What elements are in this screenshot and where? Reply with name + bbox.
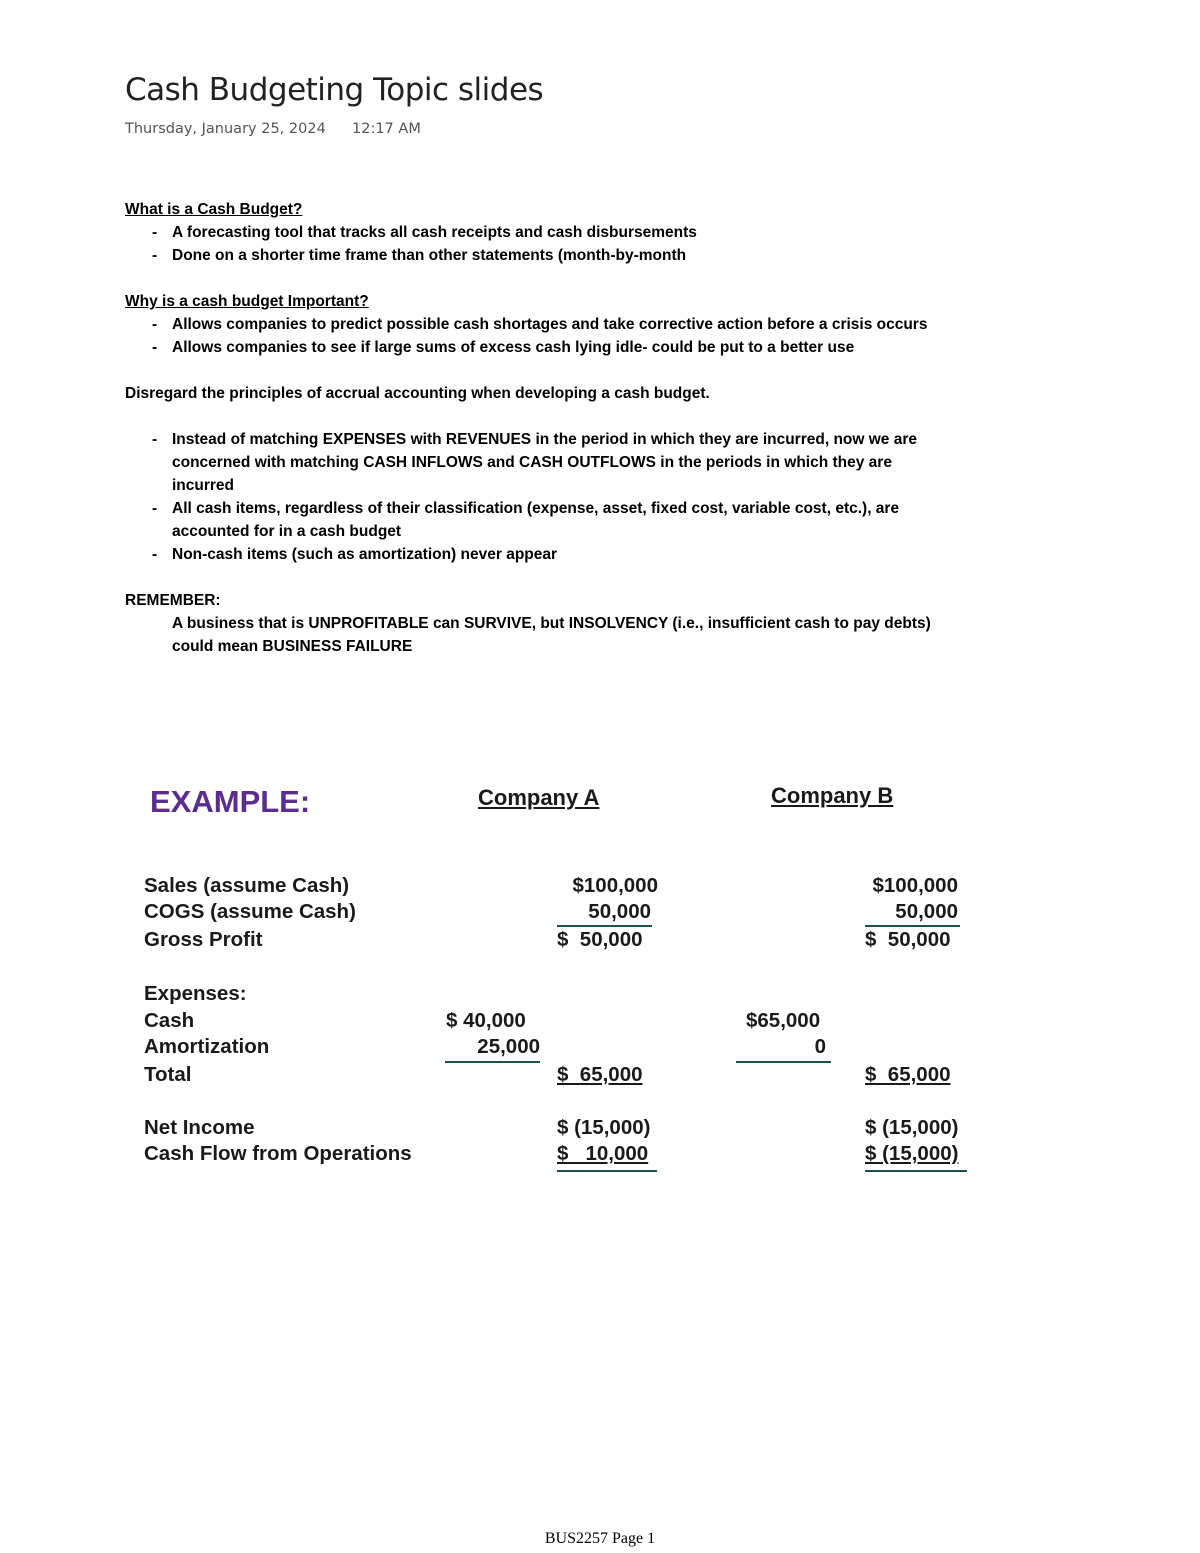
company-b-total: $ 65,000 [865,1063,951,1086]
row-label-sales: Sales (assume Cash) [144,874,350,897]
page-date: Thursday, January 25, 2024 [125,121,326,137]
list-item: - A forecasting tool that tracks all cash receipts and cash disbursements [125,221,945,244]
underline [736,1061,831,1063]
remember-label: REMEMBER: [125,592,221,609]
underline [557,1170,657,1172]
list-item: - All cash items, regardless of their classification (expense, asset, fixed cost, variable cost, etc.), are accounted for in a cash budget [125,497,945,543]
company-a-cogs: 50,000 [588,900,651,923]
row-label-gross-profit: Gross Profit [144,928,263,951]
company-b-cogs: 50,000 [895,900,958,923]
list-item: - Non-cash items (such as amortization) never appear [125,543,945,566]
page-footer: BUS2257 Page 1 [544,1530,656,1547]
company-a-amortization: 25,000 [477,1035,540,1058]
company-a-cash-flow: $ 10,000 [557,1142,649,1165]
company-a-total: $ 65,000 [557,1063,643,1086]
underline [445,1061,540,1063]
list-item: - Allows companies to predict possible cash shortages and take corrective action before a crisis occurs [125,313,945,336]
page-time: 12:17 AM [352,121,421,137]
row-label-amortization: Amortization [144,1035,270,1058]
company-b-sales: $100,000 [872,874,958,897]
company-b-amortization: 0 [814,1035,826,1058]
underline [865,1170,967,1172]
list-item: - Done on a shorter time frame than other statements (month-by-month [125,244,945,267]
row-label-cash-flow: Cash Flow from Operations [144,1142,412,1165]
remember-text: A business that is UNPROFITABLE can SURVIVE, but INSOLVENCY (i.e., insufficient cash to pay debts) could mean BUSINESS FAILURE [172,615,931,655]
company-a-sales: $100,000 [572,874,658,897]
company-a-gross-profit: $ 50,000 [557,928,643,951]
row-label-cogs: COGS (assume Cash) [144,900,356,923]
column-header-company-a: Company A [478,785,600,810]
list-item: - Allows companies to see if large sums of excess cash lying idle- could be put to a better use [125,336,945,359]
company-b-gross-profit: $ 50,000 [865,928,951,951]
list-item: - Instead of matching EXPENSES with REVENUES in the period in which they are incurred, now we are concerned with matching CASH INFLOWS and CASH OUTFLOWS in the periods in which they are incurred [125,428,945,497]
underline [557,925,652,927]
row-label-total: Total [144,1063,192,1086]
row-label-net-income: Net Income [144,1116,255,1139]
example-title: EXAMPLE: [150,784,311,819]
underline [865,925,960,927]
column-header-company-b: Company B [771,783,894,808]
row-label-expenses: Expenses: [144,982,247,1005]
company-a-cash-expense: $ 40,000 [446,1009,526,1032]
section-heading: What is a Cash Budget? [125,201,303,218]
row-label-cash: Cash [144,1009,195,1032]
company-b-cash-flow: $ (15,000) [865,1142,959,1165]
company-b-net-income: $ (15,000) [865,1116,959,1139]
company-b-cash-expense: $65,000 [746,1009,821,1032]
section-heading: Why is a cash budget Important? [125,293,369,310]
page-title: Cash Budgeting Topic slides [125,72,544,108]
disregard-statement: Disregard the principles of accrual accounting when developing a cash budget. [125,385,710,402]
company-a-net-income: $ (15,000) [557,1116,651,1139]
